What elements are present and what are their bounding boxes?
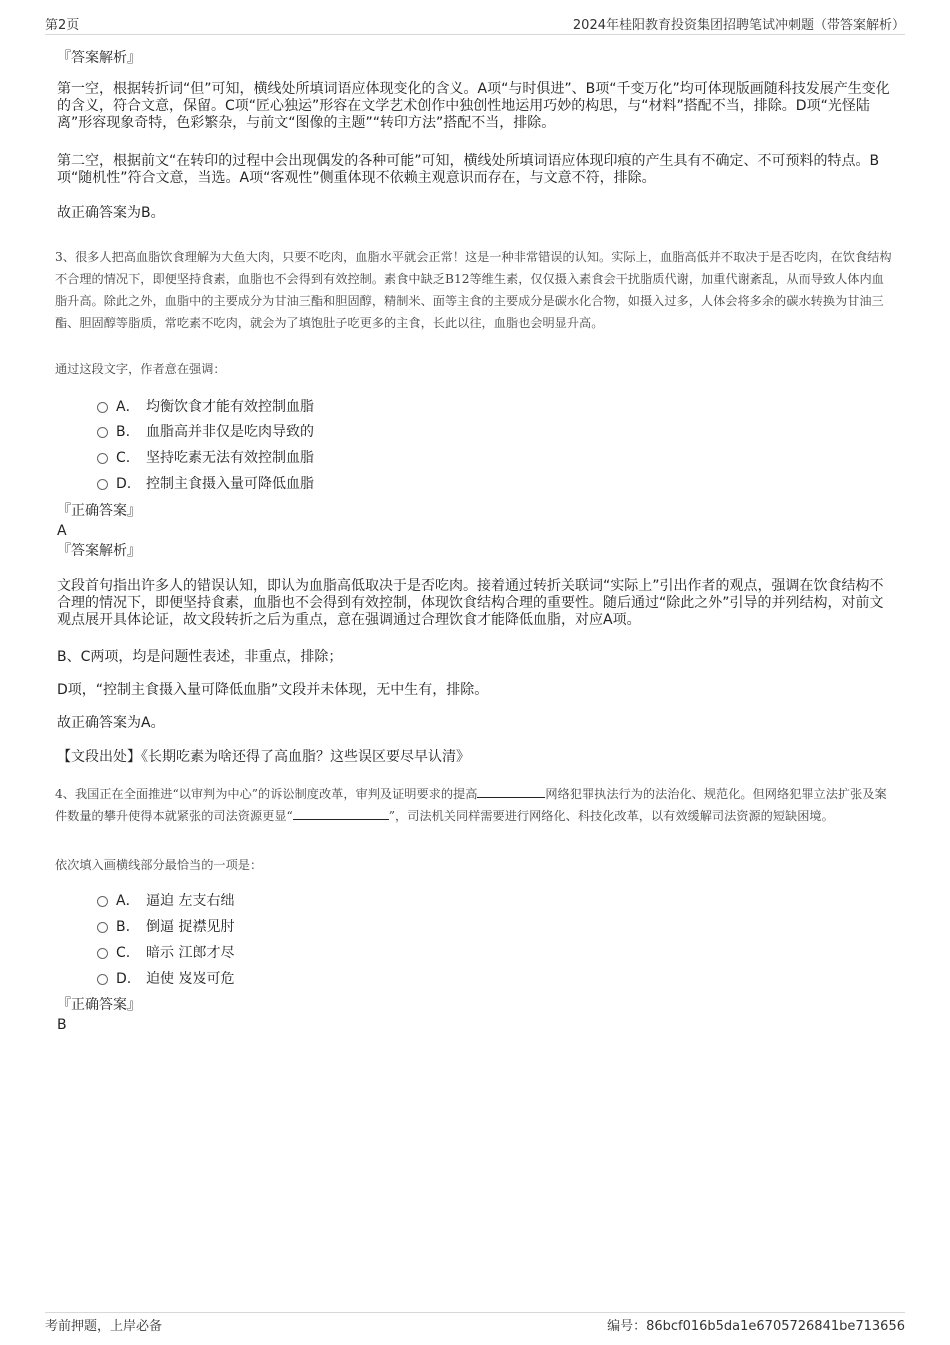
q4-option-b[interactable]: [97, 918, 234, 936]
q3-stem: 3、很多人把高血脂饮食理解为大鱼大肉，只要不吃肉，血脂水平就会正常！这是一种非常错误的认知。实际上，血脂高低并不取决于是否吃肉，在饮食结构不合理的情况下，即便坚持食素，血脂也不会得到有效控制。素食中缺乏B12等维生素，仅仅摄入素食会干扰脂质代谢，加重代谢紊乱，从而导致人体内血脂升高。除此之外，血脂中的主要成分为甘油三酯和胆固醇，精制米、面等主食的主要成分是碳水化合物，如摄入过多，人体会将多余的碳水转换为甘油三酯、胆固醇等脂质，常吃素不吃肉，就会为了填饱肚子吃更多的主食，长此以往，血脂也会明显升高。: [55, 250, 892, 330]
radio-icon[interactable]: [97, 427, 108, 438]
q4-prompt: 依次填入画横线部分最恰当的一项是：: [55, 858, 263, 872]
q3-source: 【文段出处】《长期吃素为啥还得了高血脂？这些误区要尽早认清》: [57, 749, 470, 765]
q2-analysis-label: 『答案解析』: [57, 50, 141, 66]
q4-option-c[interactable]: [97, 944, 234, 962]
page-header: [45, 14, 905, 35]
option-text: 控制主食摄入量可降低血脂: [146, 476, 314, 492]
q2-conclusion: 故正确答案为B。: [57, 205, 165, 221]
q4-answer: B: [57, 1017, 67, 1033]
document-title: 2024年桂阳教育投资集团招聘笔试冲刺题（带答案解析）: [572, 18, 905, 33]
radio-icon[interactable]: [97, 479, 108, 490]
q3-option-d[interactable]: [97, 475, 314, 493]
option-text: 逼迫 左支右绌: [146, 893, 235, 909]
q4-stem: [55, 783, 895, 827]
q4-stem-part-3: ”，司法机关同样需要进行网络化、科技化改革，以有效缓解司法资源的短缺困境。: [388, 809, 834, 823]
radio-icon[interactable]: [97, 402, 108, 413]
q3-analysis-p1: 文段首句指出许多人的错误认知，即认为血脂高低取决于是否吃肉。接着通过转折关联词“实际上”引出作者的观点，强调在饮食结构不合理的情况下，即便坚持食素，血脂也不会得到有效控制，体现饮食结构合理的重要性。随后通过“除此之外”引导的并列结构，对前文观点展开具体论证，故文段转折之后为重点，意在强调通过合理饮食才能降低血脂，对应A项。: [57, 578, 884, 628]
q4-blank-2: [293, 807, 389, 820]
option-letter: B.: [116, 424, 131, 440]
page-number: 第2页: [45, 18, 80, 33]
q4-stem-part-1: 4、我国正在全面推进“以审判为中心”的诉讼制度改革，审判及证明要求的提高: [55, 787, 478, 801]
q2-analysis-p1: 第一空，根据转折词“但”可知，横线处所填词语应体现变化的含义。A项“与时俱进”、B项“千变万化”均可体现版画随科技发展产生变化的含义，符合文意，保留。C项“匠心独运”形容在文学艺术创作中独创性地运用巧妙的构思，与“材料”搭配不当，排除。D项“光怪陆离”形容现象奇特，色彩繁杂，与前文“图像的主题”“转印方法”搭配不当，排除。: [57, 81, 890, 131]
option-letter: C.: [116, 450, 131, 466]
q4-option-a[interactable]: [97, 892, 234, 910]
q4-stem-part-2: 网络犯罪执法行为的法治化、规范化。但网络犯罪立法扩张及案件数量的攀升使得本就紧张的司法资源更显“: [55, 787, 887, 823]
radio-icon[interactable]: [97, 948, 108, 959]
q3-prompt: 通过这段文字，作者意在强调：: [55, 362, 226, 376]
option-text: 迫使 岌岌可危: [146, 971, 235, 987]
option-text: 倒逼 捉襟见肘: [146, 919, 235, 935]
option-letter: D.: [116, 476, 132, 492]
option-letter: A．: [116, 893, 140, 909]
radio-icon[interactable]: [97, 896, 108, 907]
q2-analysis-p2: 第二空，根据前文“在转印的过程中会出现偶发的各种可能”可知，横线处所填词语应体现印痕的产生具有不确定、不可预料的特点。B项“随机性”符合文意，当选。A项“客观性”侧重体现不依赖主观意识而存在，与文意不符，排除。: [57, 153, 880, 186]
document-id: 编号：86bcf016b5da1e6705726841be713656: [607, 1319, 905, 1334]
q3-analysis-p2: B、C两项，均是问题性表述，非重点，排除；: [57, 649, 343, 665]
q4-answer-label: 『正确答案』: [57, 997, 141, 1013]
option-text: 暗示 江郎才尽: [146, 945, 235, 961]
q3-option-b[interactable]: [97, 423, 314, 441]
radio-icon[interactable]: [97, 974, 108, 985]
q3-conclusion: 故正确答案为A。: [57, 715, 165, 731]
q3-answer: A: [57, 523, 67, 539]
footer-slogan: 考前押题，上岸必备: [45, 1319, 163, 1334]
option-letter: C.: [116, 945, 131, 961]
q3-option-a[interactable]: [97, 398, 314, 416]
option-letter: D.: [116, 971, 132, 987]
q3-answer-label: 『正确答案』: [57, 503, 141, 519]
radio-icon[interactable]: [97, 453, 108, 464]
q3-analysis-p3: D项，“控制主食摄入量可降低血脂”文段并未体现，无中生有，排除。: [57, 682, 489, 698]
option-letter: B.: [116, 919, 131, 935]
option-text: 均衡饮食才能有效控制血脂: [146, 399, 314, 415]
option-letter: A．: [116, 399, 140, 415]
page-footer: [45, 1312, 905, 1335]
q4-blank-1: [477, 785, 545, 798]
q4-option-d[interactable]: [97, 970, 234, 988]
q3-option-c[interactable]: [97, 449, 314, 467]
option-text: 坚持吃素无法有效控制血脂: [146, 450, 314, 466]
q3-analysis-label: 『答案解析』: [57, 543, 141, 559]
radio-icon[interactable]: [97, 922, 108, 933]
option-text: 血脂高并非仅是吃肉导致的: [146, 424, 314, 440]
